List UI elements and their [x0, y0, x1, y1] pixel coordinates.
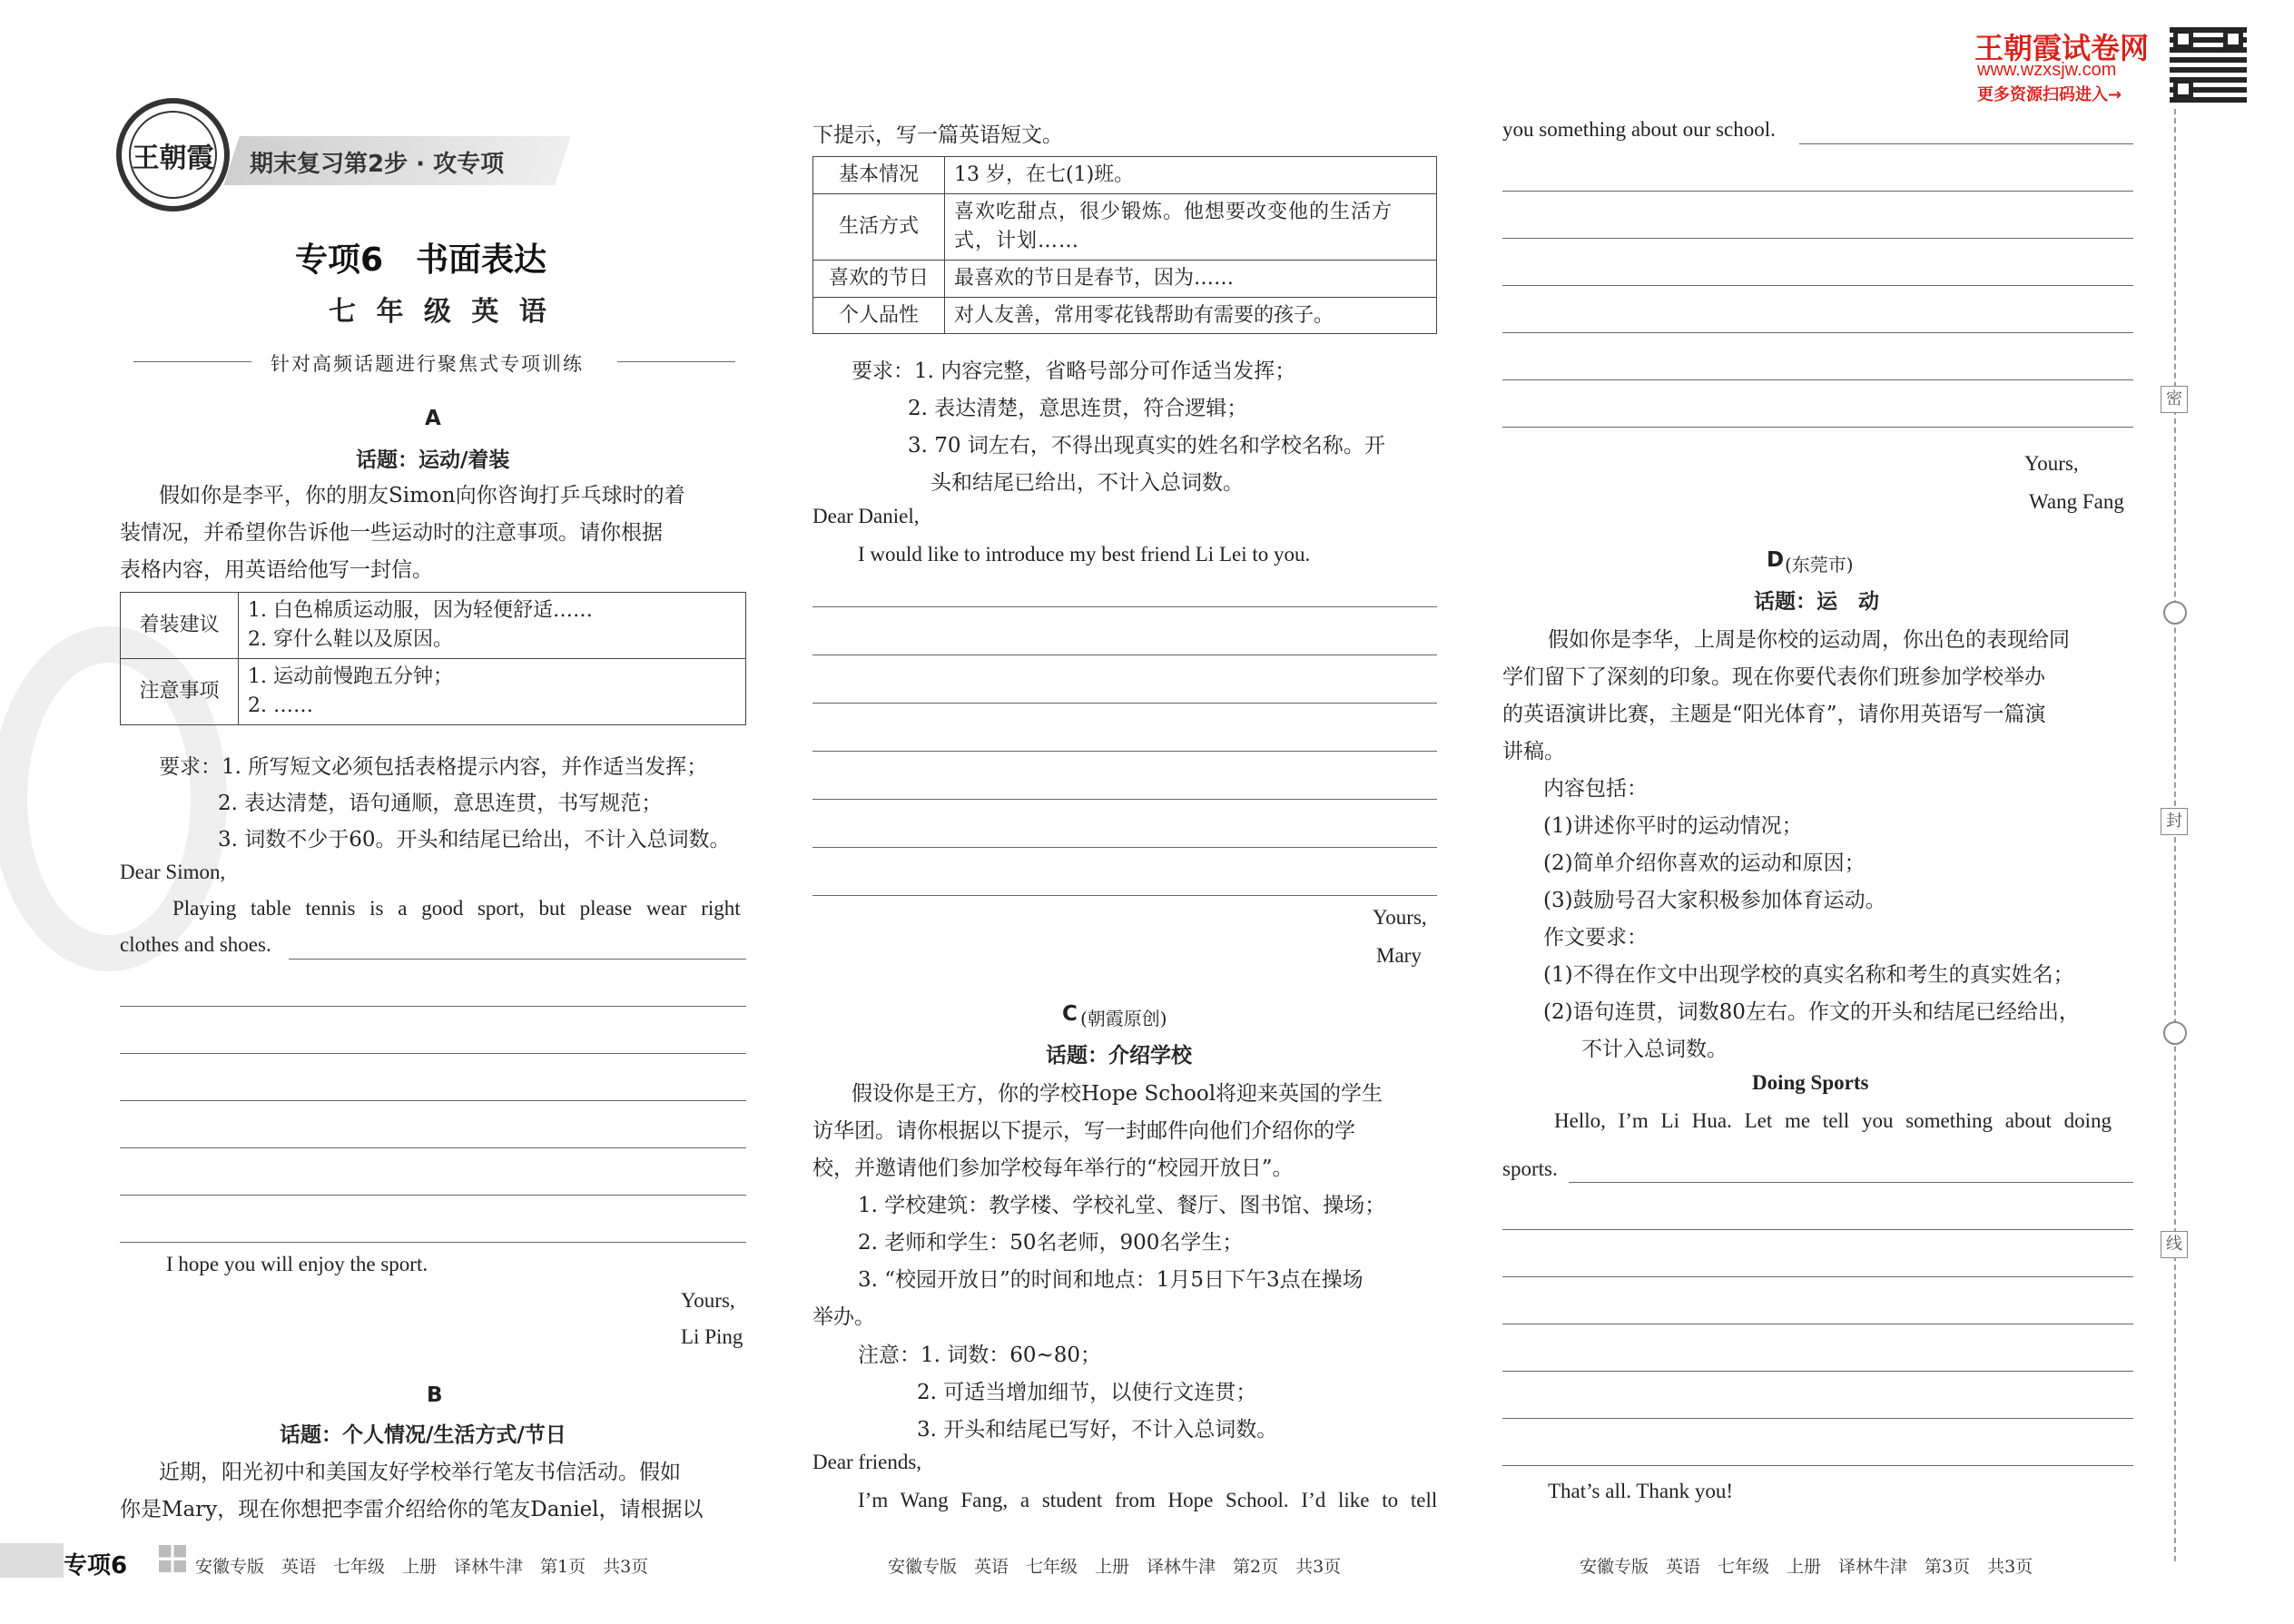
section-a-prompt-3: 表格内容，用英语给他写一封信。 [120, 558, 433, 582]
section-d-source: (东莞市) [1785, 554, 1854, 576]
section-a-table [120, 592, 746, 725]
tagline: 针对高频话题进行聚焦式专项训练 [271, 353, 584, 375]
table-value [239, 593, 746, 659]
section-d-req-1: (1)不得在作文中出现学校的真实名称和考生的真实姓名； [1543, 963, 2074, 987]
margin-mark-text: 线 [2166, 1235, 2182, 1254]
writing-line[interactable] [120, 1147, 746, 1148]
section-d-opening-1: Hello, I’m Li Hua. Let me tell you something about doing [1554, 1109, 2112, 1132]
section-b-greeting: Dear Daniel, [812, 505, 920, 527]
margin-mark-mi [2161, 386, 2188, 413]
writing-line[interactable] [1502, 1465, 2133, 1466]
table-value: 对人友善，常用零花钱帮助有需要的孩子。 [945, 297, 1437, 334]
binding-line [2174, 109, 2176, 1561]
writing-line[interactable] [1799, 143, 2133, 144]
writing-line[interactable] [1502, 1276, 2133, 1277]
section-d-content-label: 内容包括： [1543, 777, 1648, 801]
writing-line[interactable] [812, 799, 1437, 800]
footer-page-2: 安徽专版 英语 七年级 上册 译林牛津 第2页 共3页 [888, 1557, 1342, 1577]
section-c-note-3: 3. 开头和结尾已写好，不计入总词数。 [917, 1418, 1278, 1442]
writing-line[interactable] [120, 1006, 746, 1007]
section-a-greeting: Dear Simon, [120, 861, 226, 883]
page-subtitle: 七 年 级 英 语 [329, 296, 552, 328]
section-d-prompt-2: 学们留下了深刻的印象。现在你要代表你们班参加学校举办 [1502, 665, 2045, 689]
section-a-prompt-2: 装情况，并希望你告诉他一些运动时的注意事项。请你根据 [120, 521, 663, 545]
table-key: 个人品性 [813, 297, 945, 334]
section-d-closing: That’s all. Thank you! [1548, 1480, 1733, 1502]
section-c-prompt-2: 访华团。请你根据以下提示，写一封邮件向他们介绍你的学 [812, 1119, 1355, 1143]
table-value: 13 岁，在七(1)班。 [945, 157, 1437, 194]
section-d-essay-title: Doing Sports [1752, 1071, 1869, 1094]
writing-line[interactable] [1502, 379, 2133, 380]
section-a-opening-1: Playing table tennis is a good sport, but please wear right [172, 897, 741, 920]
writing-line[interactable] [1502, 1418, 2133, 1419]
table-key: 着装建议 [121, 593, 239, 659]
writing-line[interactable] [1502, 427, 2133, 428]
section-c-opening-2: you something about our school. [1502, 118, 1776, 141]
section-d-prompt-4: 讲稿。 [1502, 740, 1565, 763]
writing-line[interactable] [812, 703, 1437, 704]
qr-code-icon[interactable] [2170, 25, 2247, 103]
section-a-req-3: 3. 词数不少于60。开头和结尾已给出，不计入总词数。 [218, 828, 731, 851]
section-c-prompt-1: 假设你是王方，你的学校Hope School将迎来英国的学生 [852, 1082, 1383, 1106]
step-badge-text: 期末复习第2步 · 攻专项 [250, 151, 505, 178]
section-d-prompt-1: 假如你是李华，上周是你校的运动周，你出色的表现给同 [1548, 628, 2070, 652]
section-c-point-2: 2. 老师和学生：50名老师，900名学生； [858, 1231, 1244, 1255]
writing-line[interactable] [1502, 1371, 2133, 1372]
section-d-req-3: 不计入总词数。 [1581, 1038, 1728, 1061]
section-d-label: D [1767, 548, 1785, 572]
section-a-label: A [425, 407, 441, 430]
section-b-opening: I would like to introduce my best friend Li Lei to you. [858, 543, 1311, 566]
table-key: 注意事项 [121, 658, 239, 724]
writing-line[interactable] [120, 1053, 746, 1054]
table-key: 基本情况 [813, 157, 945, 194]
writing-line[interactable] [120, 1242, 746, 1243]
section-d-req-2: (2)语句连贯，词数80左右。作文的开头和结尾已经给出， [1543, 1000, 2080, 1024]
page-title: 专项6 书面表达 [295, 241, 547, 279]
table-line: 2. …… [248, 694, 313, 717]
table-line: 2. 穿什么鞋以及原因。 [248, 627, 453, 651]
section-b-req-1: 要求：1. 内容完整，省略号部分可作适当发挥； [852, 359, 1296, 383]
table-value: 喜欢吃甜点，很少锻炼。他想要改变他的生活方式，计划…… [945, 193, 1437, 260]
section-b-prompt-2: 你是Mary，现在你想把李雷介绍给你的笔友Daniel，请根据以 [120, 1498, 704, 1521]
brand-logo [116, 98, 230, 212]
section-c-signature: Wang Fang [2029, 490, 2124, 513]
section-c-point-1: 1. 学校建筑：教学楼、学校礼堂、餐厅、图书馆、操场； [858, 1194, 1386, 1217]
margin-mark-text: 封 [2166, 812, 2182, 831]
section-b-req-4: 头和结尾已给出，不计入总词数。 [930, 471, 1244, 495]
section-d-content-1: (1)讲述你平时的运动情况； [1543, 814, 1803, 838]
section-a-req-2: 2. 表达清楚，语句通顺，意思连贯，书写规范； [218, 792, 663, 815]
section-a-prompt-1: 假如你是李平，你的朋友Simon向你咨询打乒乓球时的着 [159, 484, 685, 507]
logo-text: 王朝霞 [132, 142, 214, 174]
section-c-note-1: 注意：1. 词数：60~80； [858, 1343, 1102, 1367]
section-d-content-2: (2)简单介绍你喜欢的运动和原因； [1543, 851, 1866, 875]
margin-mark-feng [2161, 808, 2188, 835]
table-key: 生活方式 [813, 193, 945, 260]
circle-ornament-icon [2163, 1021, 2187, 1045]
circle-ornament-icon [2163, 601, 2187, 625]
table-value [239, 658, 746, 724]
tagline-rule-left [133, 361, 251, 362]
section-d-req-label: 作文要求： [1543, 926, 1648, 950]
footer-tab: 专项6 [64, 1552, 128, 1580]
section-c-greeting: Dear friends, [812, 1451, 922, 1473]
section-b-prompt-3: 下提示，写一篇英语短文。 [812, 123, 1063, 147]
section-d-opening-2: sports. [1502, 1157, 1558, 1180]
site-slogan: 更多资源扫码进入→ [1977, 85, 2122, 104]
table-value: 最喜欢的节日是春节，因为…… [945, 260, 1437, 297]
section-c-note-2: 2. 可适当增加细节，以使行文连贯； [917, 1381, 1257, 1404]
writing-line[interactable] [812, 847, 1437, 848]
table-key: 喜欢的节日 [813, 260, 945, 297]
section-c-opening-1: I’m Wang Fang, a student from Hope School. I’d like to tell [858, 1489, 1438, 1511]
site-url: www.wzxsjw.com [1977, 60, 2117, 80]
section-a-sign-off: Yours, [681, 1289, 735, 1312]
section-b-label: B [427, 1383, 443, 1407]
section-b-req-2: 2. 表达清楚，意思连贯，符合逻辑； [908, 397, 1248, 420]
writing-line[interactable] [120, 1100, 746, 1101]
section-a-req-1: 要求：1. 所写短文必须包括表格提示内容，并作适当发挥； [159, 755, 708, 779]
section-c-point-4: 举办。 [812, 1305, 875, 1329]
section-c-prompt-3: 校，并邀请他们参加学校每年举行的“校园开放日”。 [812, 1156, 1294, 1180]
section-a-signature: Li Ping [681, 1325, 743, 1348]
site-name: 王朝霞试卷网 [1974, 31, 2150, 65]
section-a-topic: 话题：运动/着装 [356, 448, 510, 472]
writing-line[interactable] [1502, 285, 2133, 286]
section-b-req-3: 3. 70 词左右，不得出现真实的姓名和学校名称。开 [908, 434, 1385, 458]
writing-line[interactable] [120, 1195, 746, 1196]
section-d-topic: 话题：运 动 [1754, 590, 1879, 614]
section-c-label: C [1062, 1002, 1078, 1026]
section-d-content-3: (3)鼓励号召大家积极参加体育运动。 [1543, 889, 1886, 912]
section-b-topic: 话题：个人情况/生活方式/节日 [280, 1423, 566, 1447]
section-a-closing: I hope you will enjoy the sport. [166, 1253, 428, 1275]
margin-mark-xian [2161, 1231, 2188, 1258]
section-c-source: (朝霞原创) [1080, 1008, 1167, 1029]
margin-mark-text: 密 [2166, 389, 2182, 408]
writing-line[interactable] [812, 895, 1437, 896]
table-line: 1. 运动前慢跑五分钟； [248, 664, 453, 688]
writing-line[interactable] [812, 751, 1437, 752]
footer-page-3: 安徽专版 英语 七年级 上册 译林牛津 第3页 共3页 [1580, 1557, 2033, 1577]
tagline-rule-right [617, 361, 735, 362]
footer-page-1: 安徽专版 英语 七年级 上册 译林牛津 第1页 共3页 [195, 1557, 649, 1577]
writing-line[interactable] [1502, 238, 2133, 239]
section-a-opening-2: clothes and shoes. [120, 933, 271, 956]
section-b-prompt-1: 近期，阳光初中和美国友好学校举行笔友书信活动。假如 [159, 1461, 681, 1484]
writing-line[interactable] [1502, 332, 2133, 333]
writing-line[interactable] [289, 959, 746, 960]
section-b-signature: Mary [1376, 944, 1422, 967]
writing-line[interactable] [1502, 1229, 2133, 1230]
writing-line[interactable] [812, 606, 1437, 607]
table-line: 1. 白色棉质运动服，因为轻便舒适…… [248, 599, 593, 622]
section-c-point-3: 3. “校园开放日”的时间和地点：1月5日下午3点在操场 [858, 1268, 1364, 1292]
section-b-table [812, 156, 1437, 334]
writing-line[interactable] [1569, 1182, 2133, 1183]
section-b-sign-off: Yours, [1373, 906, 1427, 929]
section-d-prompt-3: 的英语演讲比赛，主题是“阳光体育”，请你用英语写一篇演 [1502, 703, 2046, 726]
footer-grid-icon [159, 1545, 186, 1572]
writing-line[interactable] [1502, 191, 2133, 192]
section-c-sign-off: Yours, [2024, 452, 2079, 475]
section-c-topic: 话题：介绍学校 [1046, 1044, 1192, 1068]
footer-tab-bg [0, 1543, 64, 1578]
